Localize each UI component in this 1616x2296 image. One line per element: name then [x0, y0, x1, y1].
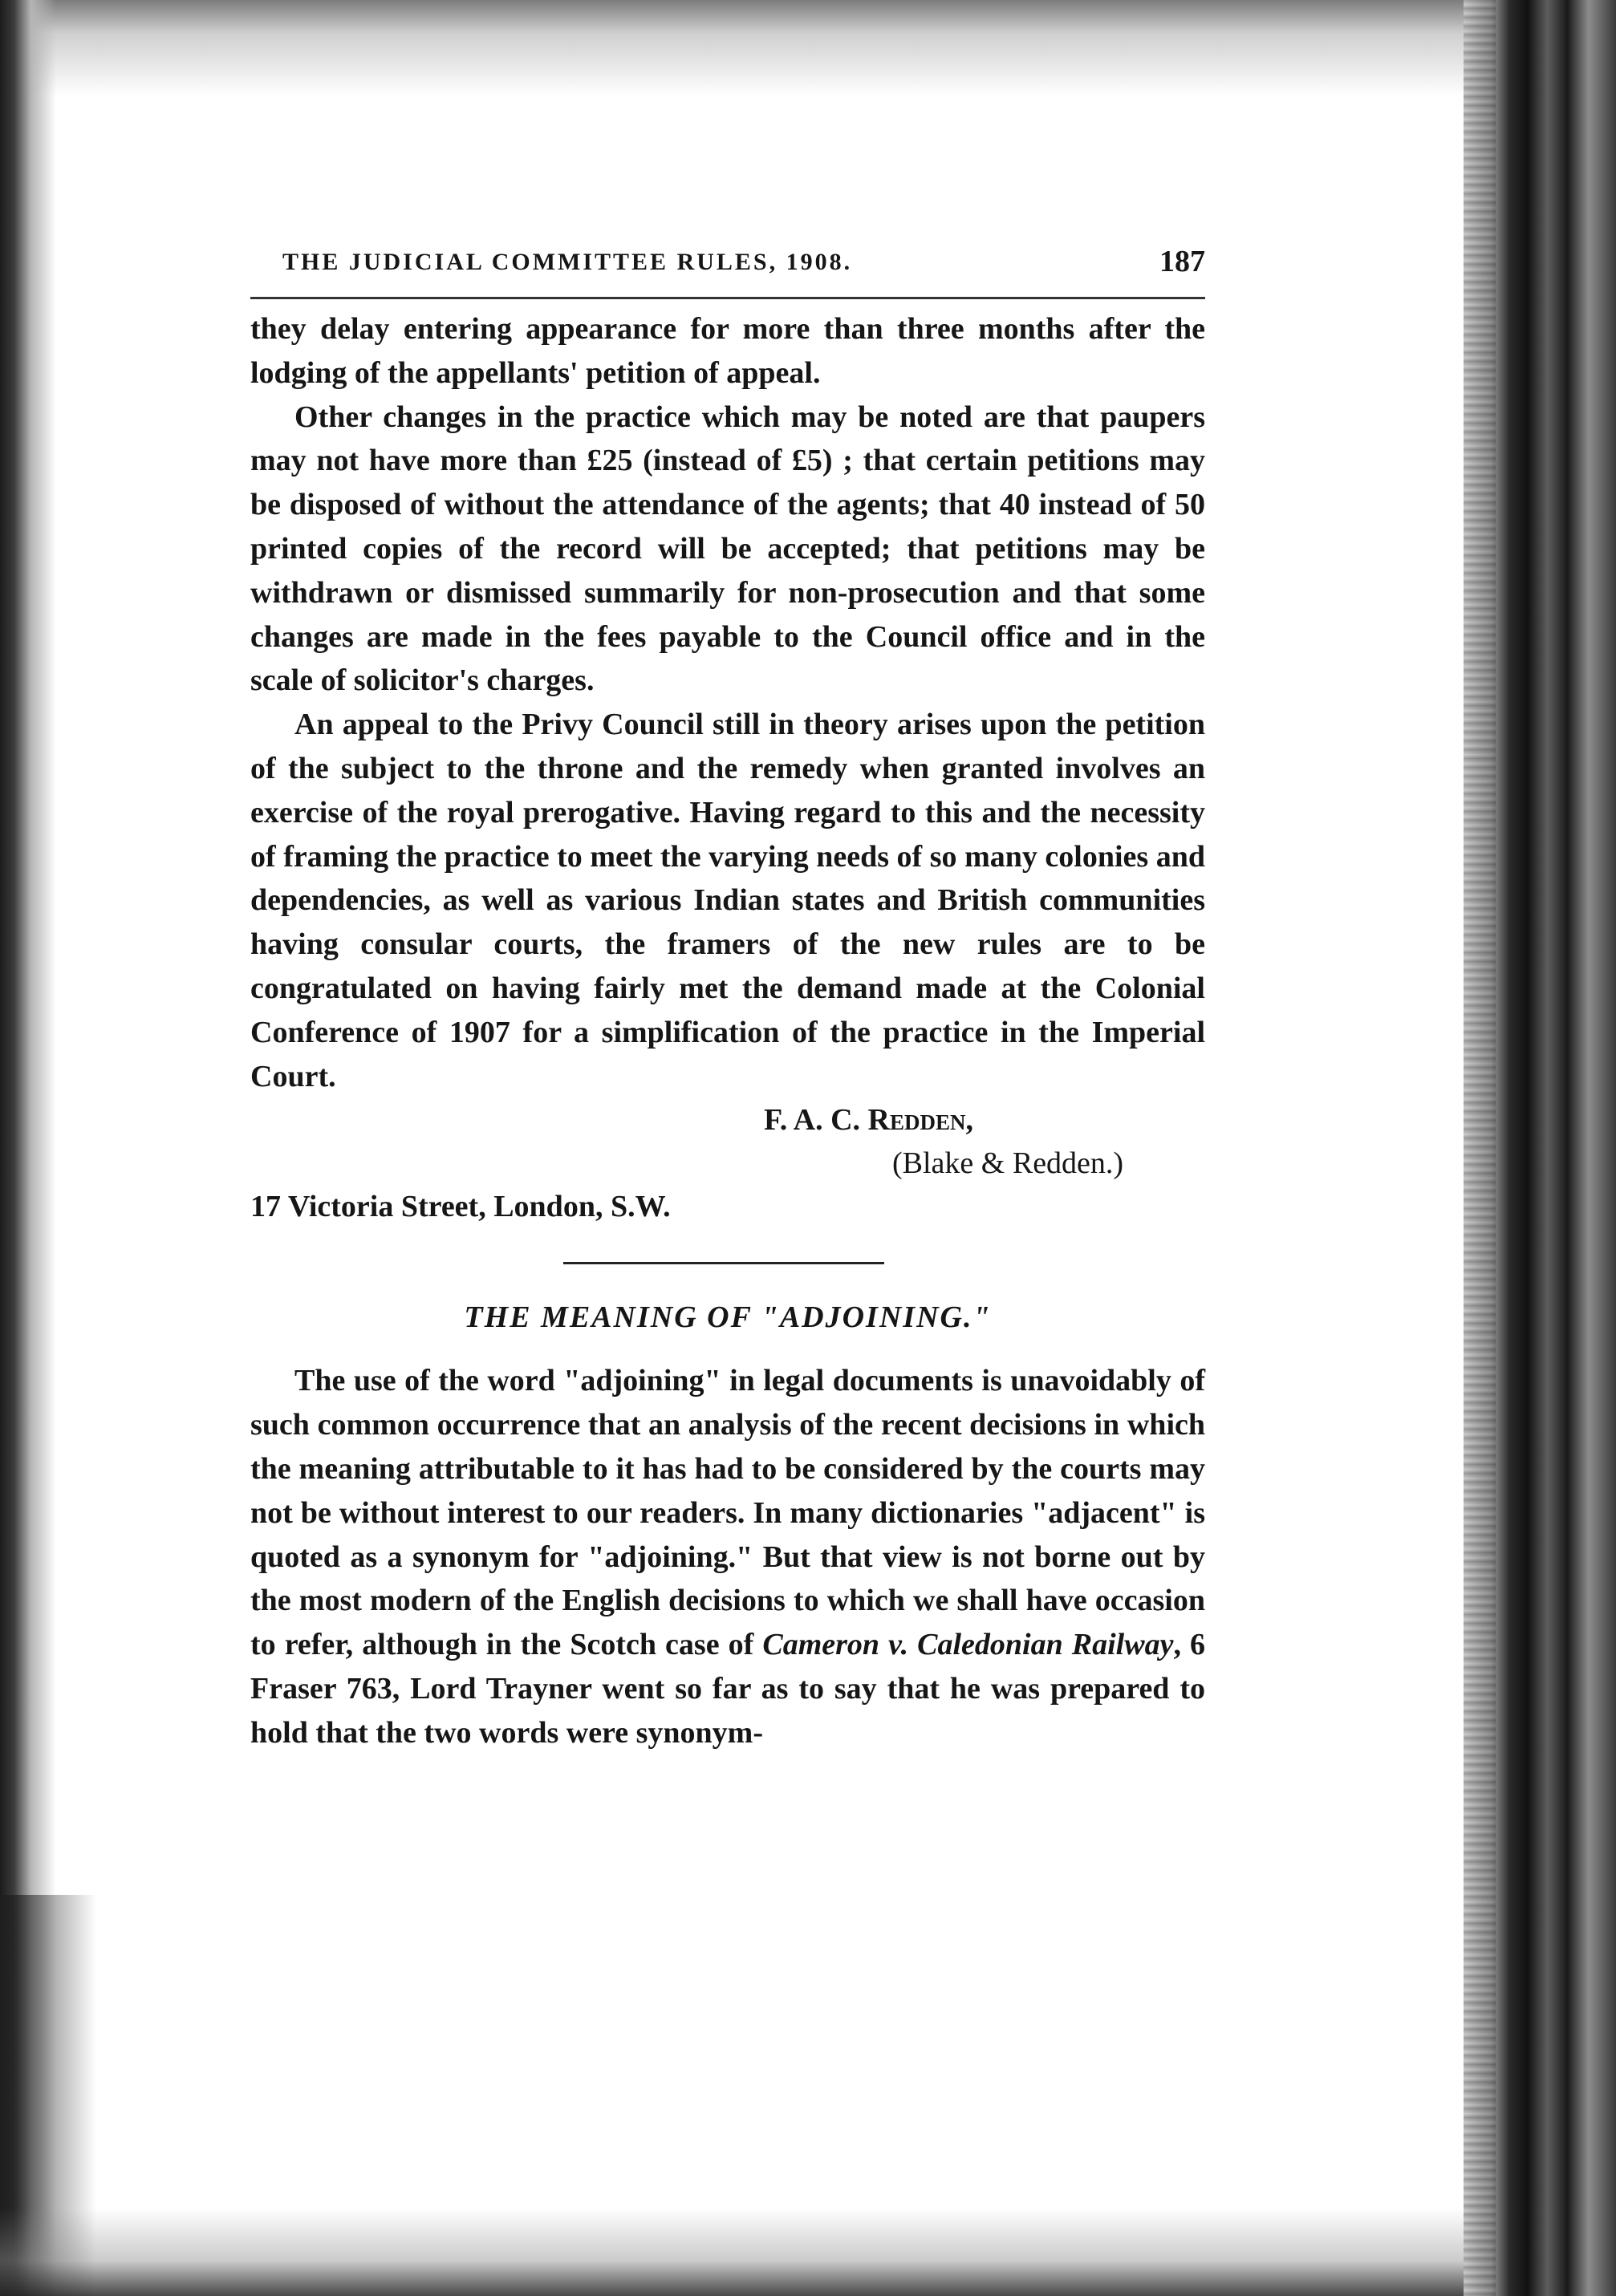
scan-shadow-bottom [0, 2208, 1525, 2296]
running-head-title: THE JUDICIAL COMMITTEE RULES, 1908. [282, 249, 853, 275]
page-number: 187 [1159, 245, 1205, 278]
running-head [250, 241, 1205, 299]
paragraph: they delay entering appearance for more than three months after the lodging of the appellants' petition of appeal. [250, 312, 1205, 390]
scan-shadow-top [0, 0, 1525, 96]
paragraph: Other changes in the practice which may be noted are that paupers may not have more than £25 (instead of £5) ; that certain petitions may be disposed of without the attendance of the agents; that 40 instead of 50 printed copies of the record will be accepted; that petitions may be withdrawn or dismissed summarily for non-prosecution and that some changes are made in the fees payable to the Council office and in the scale of solicitor's charges. [250, 400, 1205, 698]
paragraph [250, 1359, 1205, 1754]
section-divider [563, 1262, 884, 1264]
paragraph: An appeal to the Privy Council still in theory arises upon the petition of the subject to the throne and the remedy when granted involves an exercise of the royal prerogative. Having regard to this and the necessity of framing the practice to meet the varying needs of so many colonies and dependencies, as well as various Indian states and British communities having consular courts, the framers of the new rules are to be congratulated on having fairly met the demand made at the Colonial Conference of 1907 for a simplification of the practice in the Imperial Court. [250, 708, 1205, 1093]
book-page-stack [1464, 0, 1496, 2296]
author-address: 17 Victoria Street, London, S.W. [250, 1190, 671, 1224]
article-body [250, 1359, 1205, 1754]
article-continuation [250, 307, 1205, 1098]
text-before-case: The use of the word "adjoining" in legal documents is unavoidably of such common occurrence that an analysis of the recent decisions in which the meaning attributable to it has had to be considered by the courts may not be without interest to our readers. In many dictionaries "adjacent" is quoted as a synonym for "adjoining." But that view is not borne out by the most modern of the English decisions to which we shall have occasion to refer, although in the Scotch case of [250, 1364, 1205, 1662]
signature-surname: Redden, [867, 1103, 973, 1138]
signature-firm: (Blake & Redden.) [892, 1146, 1124, 1181]
case-name: Cameron v. Caledonian Railway [762, 1628, 1174, 1662]
article-heading: THE MEANING OF "ADJOINING." [464, 1300, 992, 1335]
book-page [250, 241, 1205, 1755]
signature-initials: F. A. C. [764, 1103, 868, 1138]
text-after-case: , 6 Fraser 763, Lord Trayner went so far as to say that he was prepared to hold that the two words were synonym- [250, 1628, 1206, 1750]
signature-name [764, 1098, 1205, 1142]
